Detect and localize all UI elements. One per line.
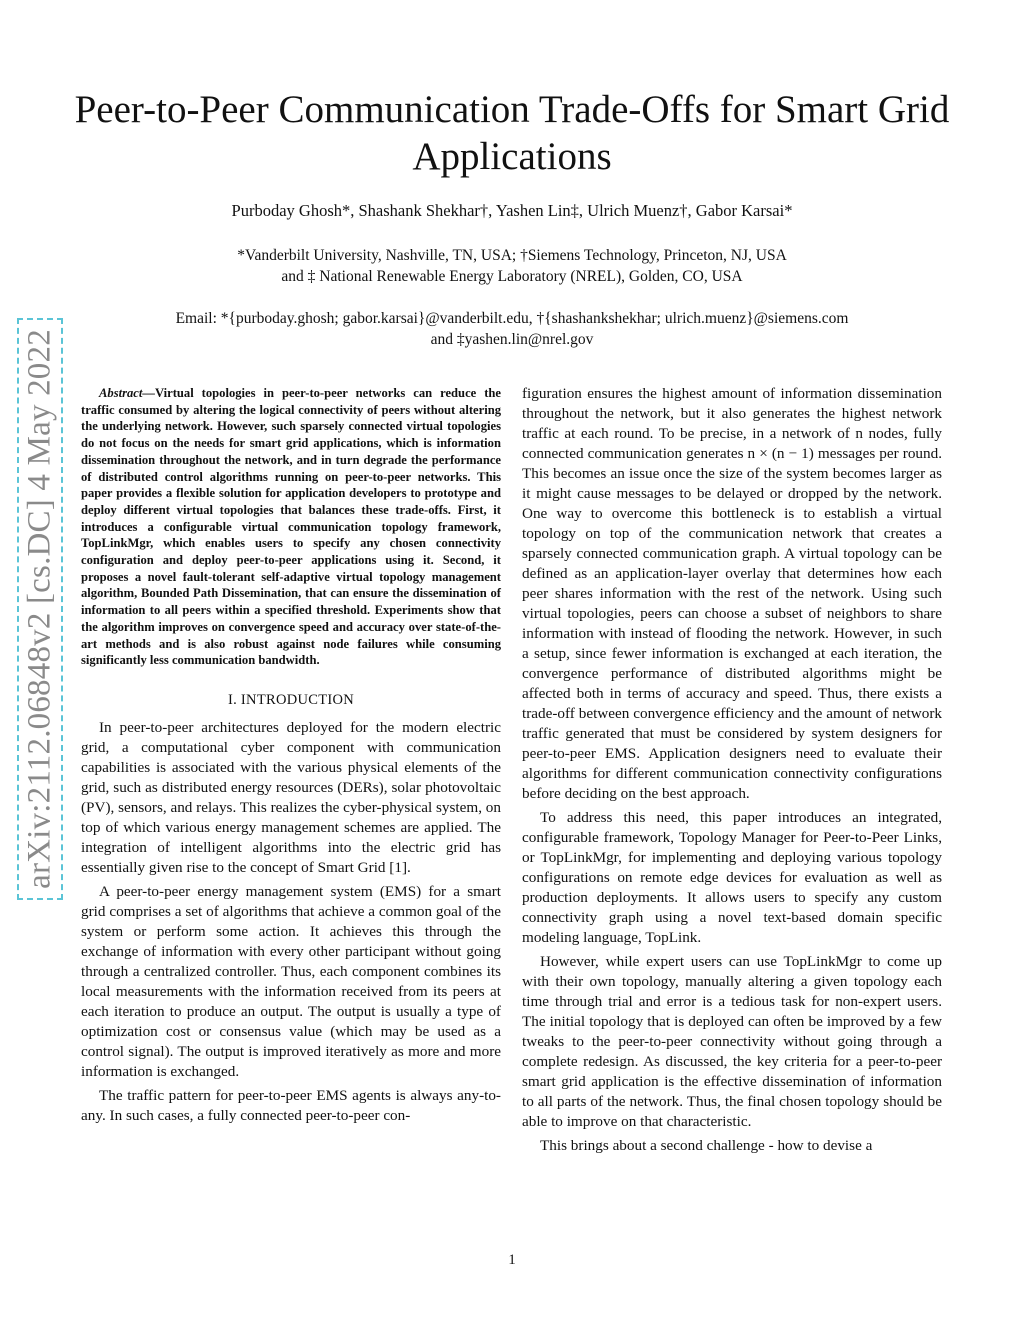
email-line: Email: *{purboday.ghosh; gabor.karsai}@vanderbilt.edu, †{shashankshekhar; ulrich.muenz}@siemens.com: [175, 310, 849, 327]
body-paragraph: A peer-to-peer energy management system (EMS) for a smart grid comprises a set of algorithms that achieve a common goal of the system or perform some action. It achieves this through the exchange of information with every other participant without going through a centralized controller. Thus, each component combines its local measurements with the information received from its peers at each iteration to produce an output. The output is usually a type of optimization cost or consensus value (which may be used as a control signal). The output is improved iteratively as more and more information is exchanged.: [81, 882, 501, 1080]
body-paragraph: In peer-to-peer architectures deployed for the modern electric grid, a computational cyber component with communication capabilities is associated with the various physical elements of the grid, such as distributed energy resources (DERs), solar photovoltaic (PV), sensors, and relays. This realizes the cyber-physical system, on top of which various energy management schemes are applied. The integration of intelligent algorithms into the electric grid has essentially given rise to the concept of Smart Grid [1].: [81, 718, 501, 876]
body-paragraph: However, while expert users can use TopLinkMgr to come up with their own topology, manually altering a given topology each time through trial and error is a tedious task for non-expert users. The initial topology that is deployed can often be improved by a few tweaks to the peer-to-peer connectivity without going through a complete redesign. As discussed, the key criteria for a peer-to-peer smart grid application is the effective dissemination of information to all parts of the network. Thus, the final chosen topology should be able to improve on that characteristic.: [522, 953, 942, 1130]
affiliations: [60, 245, 964, 287]
left-column: [81, 385, 501, 1130]
paper-title: Peer-to-Peer Communication Trade-Offs for Smart Grid Applications: [74, 88, 950, 178]
affiliation-line: and ‡ National Renewable Energy Laboratory (NREL), Golden, CO, USA: [281, 268, 743, 285]
body-paragraph: This brings about a second challenge - how to devise a: [540, 1137, 873, 1154]
page-number: 1: [508, 1252, 516, 1268]
arxiv-stamp-text: arXiv:2112.06848v2 [cs.DC] 4 May 2022: [21, 329, 58, 889]
body-paragraph: The traffic pattern for peer-to-peer EMS agents is always any-to-any. In such cases, a fully connected peer-to-peer con-: [81, 1086, 501, 1124]
author-list: Purboday Ghosh*, Shashank Shekhar†, Yashen Lin‡, Ulrich Muenz†, Gabor Karsai*: [231, 201, 793, 220]
abstract: [81, 385, 501, 669]
section-heading: I. INTRODUCTION: [227, 691, 355, 708]
arxiv-stamp: [17, 318, 63, 900]
right-column: [522, 384, 942, 1160]
affiliation-line: *Vanderbilt University, Nashville, TN, USA; †Siemens Technology, Princeton, NJ, USA: [237, 247, 787, 264]
abstract-text: Virtual topologies in peer-to-peer networks can reduce the traffic consumed by altering the logical connectivity of peers without altering the underlying network. However, such sparsely connected virtual topologies do not focus on the needs for smart grid applications, which is information dissemination throughout the network, and in turn degrade the performance of distributed control algorithms running on peer-to-peer networks. This paper provides a flexible solution for application developers to prototype and deploy different virtual topologies that balances these trade-offs. First, it introduces a configurable virtual communication topology framework, TopLinkMgr, which enables users to specify any chosen connectivity configuration and deploy peer-to-peer applications using it. Second, it proposes a novel fault-tolerant self-adaptive virtual topology management algorithm, Bounded Path Dissemination, that can ensure the dissemination of information to all peers within a specified threshold. Experiments show that the algorithm improves on convergence speed and accuracy over state-of-the-art methods and is also robust against node failures while consuming significantly less communication bandwidth.: [81, 386, 501, 668]
email-block: [60, 308, 964, 350]
body-paragraph: figuration ensures the highest amount of information dissemination throughout the network, but it also generates the highest network traffic at each round. To be precise, in a network of n nodes, fully connected communication generates n × (n − 1) messages per round. This becomes an issue once the size of the system becomes larger as it might cause messages to be delayed or dropped by the network. One way to overcome this bottleneck is to establish a virtual topology on top of the communication network that creates a sparsely connected communication graph. A virtual topology can be defined as an application-layer overlay that determines how each peer shares information with the rest of the network. Using such virtual topologies, peers can choose a subset of neighbors to share information with instead of flooding the network. However, in such a setup, since fewer information is exchanged at each iteration, the convergence performance of distributed algorithms might be affected both in terms of accuracy and speed. Thus, there exists a trade-off between convergence efficiency and the amount of network traffic generated that must be considered by system designers for peer-to-peer EMS. Application designers need to evaluate their algorithms for different communication connectivity configurations before deciding on the best approach.: [522, 385, 942, 802]
email-line: and ‡yashen.lin@nrel.gov: [430, 331, 594, 348]
body-paragraph: To address this need, this paper introduces an integrated, configurable framework, Topology Manager for Peer-to-Peer Links, or TopLinkMgr, for implementing and deploying various topology configurations on remote edge devices for evaluation as well as production deployments. It allows users to specify any custom connectivity graph using a novel text-based domain specific modeling language, TopLink.: [522, 809, 942, 946]
abstract-label: Abstract—: [99, 386, 155, 400]
